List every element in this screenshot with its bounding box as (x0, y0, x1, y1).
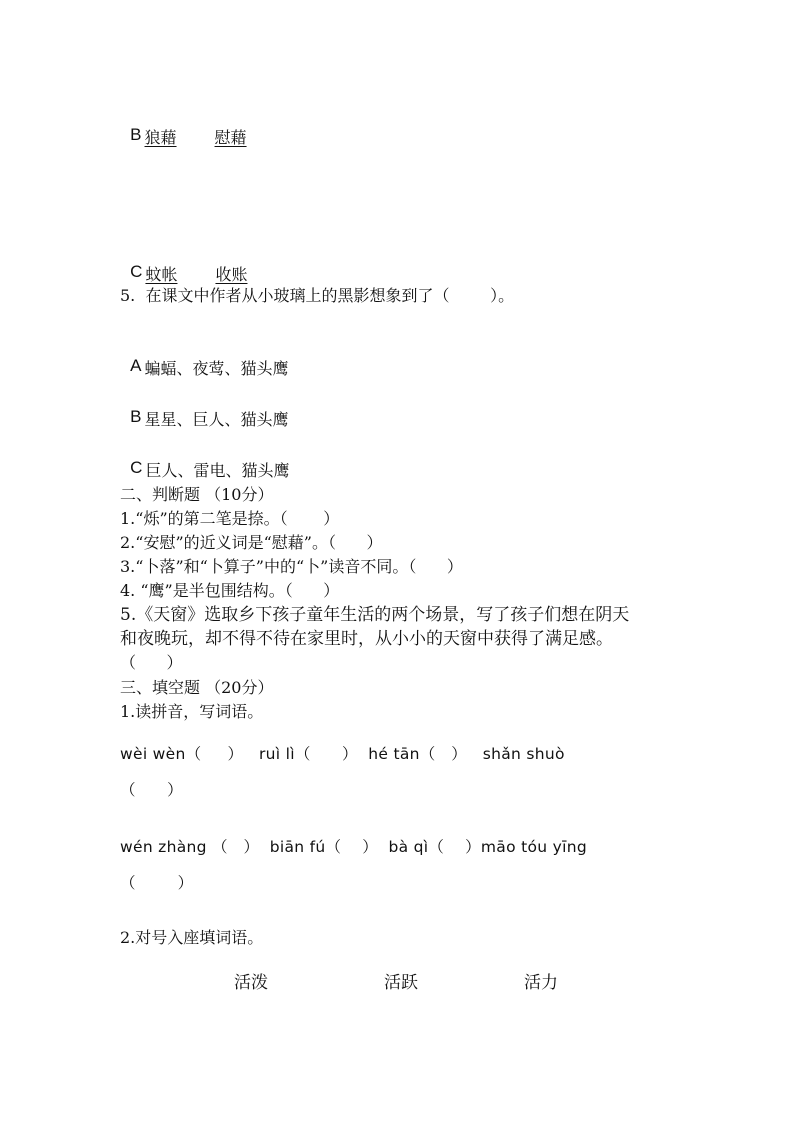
option-letter: C (130, 458, 143, 477)
option-letter: B (130, 125, 142, 144)
option-c-row (120, 435, 289, 482)
option-b-row (120, 384, 289, 431)
option-a-row (120, 333, 289, 380)
judge-item-5-line-3: （ ） (120, 653, 183, 672)
word-choice-3: 活力 (524, 973, 558, 993)
judge-item-3: 3.“卜落”和“卜算子”中的“卜”读音不同。（ ） (120, 557, 463, 576)
fill-q1-title: 1.读拼音，写词语。 (120, 702, 264, 721)
judge-item-5-line-1: 5.《天窗》选取乡下孩子童年生活的两个场景，写了孩子们想在阴天 (120, 605, 630, 625)
option-letter: C (130, 262, 143, 281)
pinyin-row-1: wèi wèn（ ） ruì lì（ ） hé tān（ ） shǎn shuò (120, 745, 565, 763)
judge-item-1: 1.“烁”的第二笔是捺。（ ） (120, 509, 340, 528)
pinyin-row-1-continued: （ ） (120, 781, 183, 799)
judge-item-4: 4. “鹰”是半包围结构。（ ） (120, 581, 340, 600)
pinyin-row-2: wén zhàng （ ） biān fú（ ） bà qì（ ）māo tóu yīng (120, 838, 587, 856)
option-text: 星星、巨人、猫头鹰 (144, 410, 289, 429)
option-word: 蚊帐 (145, 265, 178, 284)
option-word: 收账 (215, 265, 248, 284)
option-letter: A (130, 356, 142, 375)
question-5: 5. 在课文中作者从小玻璃上的黑影想象到了（ ）。 (120, 286, 515, 305)
pinyin-row-2-continued: （ ） (120, 874, 194, 892)
option-word: 狼藉 (144, 128, 177, 147)
word-choice-2: 活跃 (384, 973, 418, 993)
option-text: 蝙蝠、夜莺、猫头鹰 (144, 359, 289, 378)
judge-item-5-line-2: 和夜晚玩，却不得不待在家里时，从小小的天窗中获得了满足感。 (120, 629, 613, 649)
fill-q2-title: 2.对号入座填词语。 (120, 928, 264, 947)
option-text: 巨人、雷电、猫头鹰 (145, 461, 290, 480)
section-2-title: 二、判断题 （10分） (120, 485, 274, 504)
judge-item-2: 2.“安慰”的近义词是“慰藉”。（ ） (120, 533, 383, 552)
option-b-row (120, 102, 247, 149)
section-3-title: 三、填空题 （20分） (120, 678, 274, 697)
word-choice-1: 活泼 (234, 973, 268, 993)
option-c-row (120, 239, 247, 286)
option-letter: B (130, 407, 142, 426)
option-word: 慰藉 (214, 128, 247, 147)
